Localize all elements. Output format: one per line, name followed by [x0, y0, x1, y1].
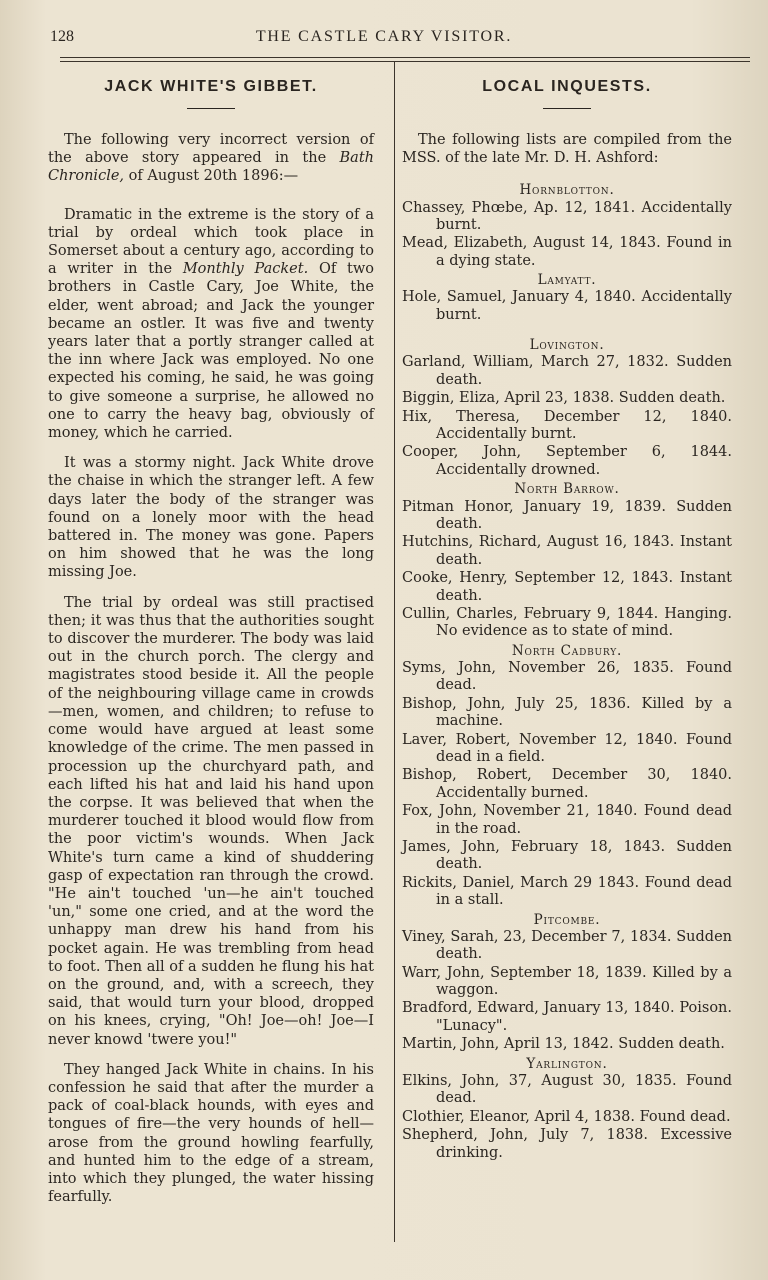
title-rule — [543, 108, 591, 109]
title-rule — [187, 108, 235, 109]
inquest-entry: Fox, John, November 21, 1840. Found dead in the road. — [402, 803, 732, 837]
para1-text-b: Of two brothers in Castle Cary, Joe White, the elder, went abroad; and Jack the younger became an ostler. It was five and twenty years later that a portly stranger called at the inn where Jack was employed. No one expected his coming, he said, he was going to give someone a surprise, he allowed no one to carry the heavy bag, obviously of money, which he carried. — [48, 261, 374, 442]
inquest-entry: Cullin, Charles, February 9, 1844. Hanging. No evidence as to state of mind. — [402, 605, 732, 640]
intro-text-a: The following very incorrect version of the above story appeared in the — [48, 132, 374, 167]
place-heading: Lovington. — [529, 337, 605, 354]
inquest-entry: James, John, February 18, 1843. Sudden death. — [402, 839, 732, 873]
header-rule-bottom — [60, 61, 750, 62]
newspaper-name: Bath Chronicle, — [48, 150, 374, 185]
inquest-entry: Cooke, Henry, September 12, 1843. Instant death. — [402, 570, 732, 604]
magazine-name: Monthly Packet. — [182, 261, 309, 278]
inquest-entry: Martin, John, April 13, 1842. Sudden death. — [402, 1036, 725, 1053]
inquest-entry: Syms, John, November 26, 1835. Found dead. — [402, 659, 732, 694]
inquest-entry: Viney, Sarah, 23, December 7, 1834. Sudden death. — [402, 928, 732, 963]
inquest-entry: Shepherd, John, July 7, 1838. Excessive drinking. — [402, 1127, 732, 1161]
paragraph-4: They hanged Jack White in chains. In his confession he said that after the murder a pack of coal-black hounds, with eyes and tongues of fire—the very hounds of hell—arose from the ground howling fearfully, and hunted him to the edge of a stream, into which they plunged, the water hissing fearfully. — [48, 1061, 374, 1206]
paragraph-1 — [48, 206, 374, 443]
inquest-entry: Hix, Theresa, December 12, 1840. Accidentally burnt. — [402, 408, 732, 443]
inquest-entry: Elkins, John, 37, August 30, 1835. Found dead. — [402, 1072, 732, 1107]
page-number: 128 — [50, 28, 74, 45]
inquest-entry: Garland, William, March 27, 1832. Sudden death. — [402, 354, 732, 388]
para1-text-a: Dramatic in the extreme is the story of a trial by ordeal which took place in Somerset about a century ago, according to a writer in the — [48, 206, 374, 278]
inquest-entry: Warr, John, September 18, 1839. Killed by a waggon. — [402, 964, 732, 999]
inquest-entry: Biggin, Eliza, April 23, 1838. Sudden death. — [402, 390, 726, 407]
header-rule-top — [60, 57, 750, 58]
place-heading: Hornblotton. — [519, 182, 615, 199]
inquest-entry: Pitman Honor, January 19, 1839. Sudden death. — [402, 498, 732, 532]
inquest-entry: Rickits, Daniel, March 29 1843. Found dead in a stall. — [402, 874, 732, 909]
intro-paragraph — [48, 131, 374, 186]
paragraph-2: It was a stormy night. Jack White drove the chaise in which the stranger left. A few days later the body of the stranger was found on a lonely moor with the head battered in. The money was gone. Papers on him showed that he was the long missing Joe. — [48, 455, 374, 581]
intro-text-b: of August 20th 1896:— — [124, 168, 299, 185]
left-column — [48, 76, 374, 1218]
inquest-entry: Hole, Samuel, January 4, 1840. Accidentally burnt. — [402, 289, 732, 323]
inquest-entry: Bishop, John, July 25, 1836. Killed by a machine. — [402, 695, 732, 730]
running-head — [0, 28, 768, 50]
journal-title: THE CASTLE CARY VISITOR. — [255, 28, 513, 45]
place-heading: North Cadbury. — [511, 642, 623, 659]
place-heading: Yarlington. — [526, 1055, 608, 1072]
column-divider — [394, 62, 395, 1242]
inquest-entry: Laver, Robert, November 12, 1840. Found dead in a field. — [402, 731, 732, 765]
right-column — [402, 76, 732, 1163]
inquests-intro: The following lists are compiled from the MSS. of the late Mr. D. H. Ashford: — [402, 132, 732, 167]
place-heading: North Barrow. — [514, 481, 620, 498]
inquest-entry: Hutchins, Richard, August 16, 1843. Instant death. — [402, 534, 732, 568]
inquest-entry: Clothier, Eleanor, April 4, 1838. Found dead. — [402, 1108, 731, 1125]
place-heading: Pitcombe. — [533, 911, 601, 928]
inquest-entry: Chassey, Phœbe, Ap. 12, 1841. Accidentally burnt. — [402, 199, 732, 234]
inquest-entry: Mead, Elizabeth, August 14, 1843. Found in a dying state. — [402, 235, 732, 269]
inquest-entry: Cooper, John, September 6, 1844. Accidentally drowned. — [402, 444, 732, 478]
article-title-inquests: LOCAL INQUESTS. — [482, 78, 652, 95]
paragraph-3: The trial by ordeal was still practised then; it was thus that the authorities sought to discover the murderer. The body was laid out in the church porch. The clergy and magistrates stood beside it. All the people of the neighbouring village came in crowds—men, women, and children; to refuse to come would have argued at least some knowledge of the crime. The men passed in procession up the churchyard path, and each lifted his hat and laid his hand upon the corpse. It was believed that when the murderer touched it blood would flow from the poor victim's wounds. When Jack White's turn came a kind of shuddering gasp of expectation ran through the crowd. "He ain't touched 'un—he ain't touched 'un," some one cried, and at the word the unhappy man drew his hand from his pocket again. He was trembling from head to foot. Then all of a sudden he flung his hat on the ground, and, with a screech, they said, that would turn your blood, dropped on his knees, crying, "Oh! Joe—oh! Joe—I never knowd 'twere you!" — [48, 594, 374, 1048]
article-title-gibbet: JACK WHITE'S GIBBET. — [104, 78, 318, 95]
place-heading: Lamyatt. — [537, 272, 597, 289]
inquest-entry: Bradford, Edward, January 13, 1840. Poison. "Lunacy". — [402, 1000, 732, 1034]
inquest-entry: Bishop, Robert, December 30, 1840. Accidentally burned. — [402, 767, 732, 801]
